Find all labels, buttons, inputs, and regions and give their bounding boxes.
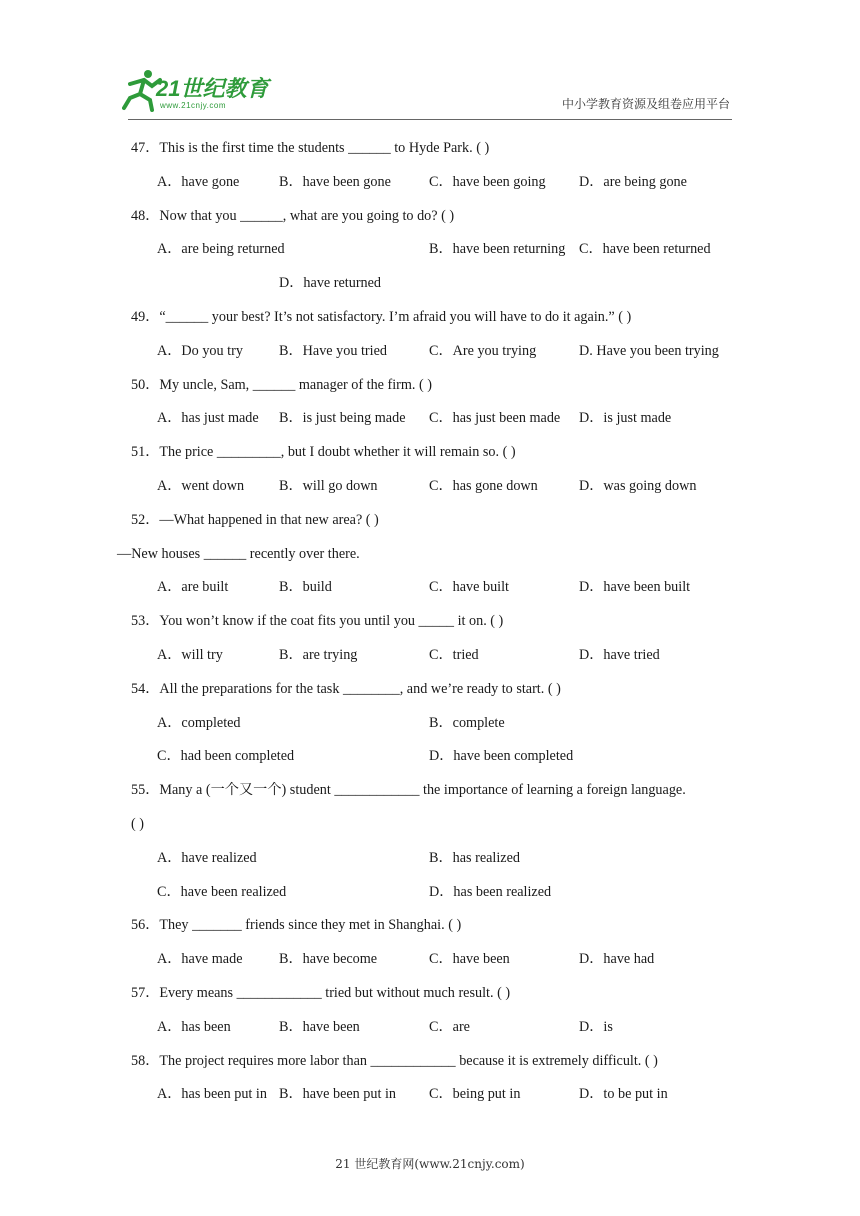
question-stem: 47．This is the first time the students ______ to Hyde Park. ( )	[131, 140, 490, 156]
option-c[interactable]: C．had been completed	[157, 748, 295, 765]
options-row	[131, 711, 741, 745]
option-b[interactable]: B．have been gone	[279, 173, 391, 190]
option-c[interactable]: C．has just been made	[429, 410, 561, 427]
option-d[interactable]: D．is	[579, 1018, 613, 1035]
option-a[interactable]: A．completed	[157, 714, 241, 731]
options-row	[131, 406, 741, 440]
option-d[interactable]: D．has been realized	[429, 883, 552, 900]
options-row	[131, 846, 741, 880]
option-d[interactable]: D. Have you been trying	[579, 342, 719, 359]
option-c[interactable]: C．being put in	[429, 1086, 521, 1103]
option-b[interactable]: B．have been put in	[279, 1086, 397, 1103]
option-c[interactable]: C．have been	[429, 951, 510, 968]
option-b[interactable]: B．have become	[279, 951, 378, 968]
header-divider	[128, 119, 732, 120]
option-d[interactable]: D．have had	[579, 951, 655, 968]
option-b[interactable]: B．are trying	[279, 646, 358, 663]
options-row	[131, 170, 741, 204]
options-row	[131, 1015, 741, 1049]
options-row	[131, 237, 741, 271]
option-a[interactable]: A．went down	[157, 477, 245, 494]
question-stem-continued: ( )	[131, 815, 144, 832]
question-stem-continued: —New houses ______ recently over there.	[117, 545, 360, 562]
option-d[interactable]: D．are being gone	[579, 173, 687, 190]
options-row	[131, 947, 741, 981]
option-b[interactable]: B．have been	[279, 1018, 360, 1035]
option-b[interactable]: B．build	[279, 579, 332, 596]
option-a[interactable]: A．have realized	[157, 849, 257, 866]
option-a[interactable]: A．are being returned	[157, 241, 285, 258]
platform-title: 中小学教育资源及组卷应用平台	[561, 97, 730, 111]
option-d[interactable]: D．have returned	[279, 275, 382, 292]
option-a[interactable]: A．are built	[157, 579, 229, 596]
option-c[interactable]: C．have been going	[429, 173, 546, 190]
option-b[interactable]: B．will go down	[279, 477, 378, 494]
page-header	[0, 0, 860, 120]
question-stem: 57．Every means ____________ tried but without much result. ( )	[131, 984, 511, 1001]
option-b[interactable]: B．have been returning	[429, 241, 566, 258]
option-d[interactable]: D．to be put in	[579, 1086, 668, 1103]
question-stem: 53．You won’t know if the coat fits you until you _____ it on. ( )	[131, 613, 504, 630]
logo-url: www.21cnjy.com	[160, 101, 226, 110]
question-stem: 49．“______ your best? It’s not satisfactory. I’m afraid you will have to do it again.” ( )	[131, 308, 632, 325]
options-row	[131, 744, 741, 778]
option-a[interactable]: A．will try	[157, 646, 223, 663]
logo-wordmark: 21世纪教育	[156, 76, 269, 101]
logo	[122, 68, 292, 116]
option-a[interactable]: A．has just made	[157, 410, 259, 427]
options-row	[131, 575, 741, 609]
options-row	[131, 643, 741, 677]
option-a[interactable]: A．have gone	[157, 173, 240, 190]
option-c[interactable]: C．tried	[429, 646, 479, 663]
option-c[interactable]: C．has gone down	[429, 477, 538, 494]
option-c[interactable]: C．have built	[429, 579, 509, 596]
option-b[interactable]: B．has realized	[429, 849, 520, 866]
question-stem: 56．They _______ friends since they met in Shanghai. ( )	[131, 917, 462, 934]
option-d[interactable]: D．have been completed	[429, 748, 574, 765]
question-stem: 55．Many a (一个又一个) student ____________ the importance of learning a foreign language.	[131, 782, 686, 799]
question-stem: 52．—What happened in that new area? ( )	[131, 511, 379, 528]
option-a[interactable]: A．have made	[157, 951, 243, 968]
page-footer: 21 世纪教育网(www.21cnjy.com)	[335, 1157, 525, 1171]
question-stem: 48．Now that you ______, what are you going to do? ( )	[131, 207, 455, 224]
option-b[interactable]: B．Have you tried	[279, 342, 387, 359]
option-c[interactable]: C．have been returned	[579, 241, 711, 258]
question-stem: 58．The project requires more labor than ____________ because it is extremely difficult. ( )	[131, 1052, 658, 1069]
option-a[interactable]: A．has been	[157, 1018, 231, 1035]
option-a[interactable]: A．Do you try	[157, 342, 243, 359]
options-row	[131, 271, 741, 305]
options-row	[131, 1082, 741, 1116]
question-list	[117, 136, 741, 1116]
option-d[interactable]: D．have been built	[579, 579, 691, 596]
option-c[interactable]: C．are	[429, 1018, 470, 1035]
option-d[interactable]: D．have tried	[579, 646, 660, 663]
option-c[interactable]: C．Are you trying	[429, 342, 537, 359]
options-row	[131, 474, 741, 508]
option-d[interactable]: D．is just made	[579, 410, 672, 427]
option-b[interactable]: B．is just being made	[279, 410, 406, 427]
option-c[interactable]: C．have been realized	[157, 883, 287, 900]
options-row	[131, 339, 741, 373]
option-b[interactable]: B．complete	[429, 714, 505, 731]
option-a[interactable]: A．has been put in	[157, 1086, 267, 1103]
options-row	[131, 880, 741, 914]
option-d[interactable]: D．was going down	[579, 477, 697, 494]
question-stem: 50．My uncle, Sam, ______ manager of the firm. ( )	[131, 376, 433, 393]
question-stem: 54．All the preparations for the task ________, and we’re ready to start. ( )	[131, 680, 561, 697]
question-stem: 51．The price _________, but I doubt whether it will remain so. ( )	[131, 444, 516, 461]
